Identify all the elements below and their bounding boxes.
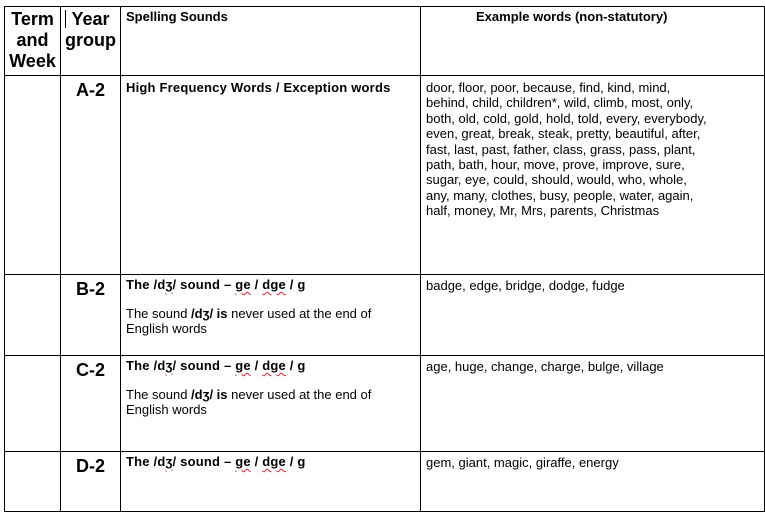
term-header-line: and (16, 30, 49, 50)
year-group-header[interactable] (61, 7, 121, 76)
year-header-line: group (65, 30, 116, 50)
spelling-table (4, 6, 765, 512)
term-header-line: Term (11, 9, 54, 29)
example-words-line: behind, child, children*, wild, climb, most, only, (426, 95, 694, 111)
term-header-line: Week (9, 51, 56, 71)
example-words-line: half, money, Mr, Mrs, parents, Christmas (426, 203, 660, 219)
spelling-sound-title: The /dʒ/ sound – ge / dge / g (126, 277, 306, 292)
spelling-sound-title: High Frequency Words / Exception words (126, 80, 391, 95)
year-group-cell[interactable] (61, 275, 121, 356)
table-row (5, 76, 765, 275)
spelling-sound-title: The /dʒ/ sound – ge / dge / g (126, 454, 306, 469)
table-row (5, 452, 765, 512)
example-words-line: any, many, clothes, busy, people, water, again, (426, 187, 694, 203)
term-week-cell[interactable] (5, 275, 61, 356)
example-words-line: path, bath, hour, move, prove, improve, sure, (426, 157, 685, 173)
example-words-line: gem, giant, magic, giraffe, energy (426, 455, 619, 470)
example-words-header[interactable] (421, 7, 765, 76)
year-group-value: C-2 (75, 360, 105, 380)
example-words-line: sugar, eye, could, should, would, who, whole, (426, 172, 687, 188)
example-words-line: both, old, cold, gold, hold, told, every, everybody, (426, 110, 707, 126)
spelling-sound-cell[interactable] (121, 275, 421, 356)
example-words-line: door, floor, poor, because, find, kind, mind, (426, 80, 671, 95)
example-words-line: age, huge, change, charge, bulge, village (426, 359, 664, 374)
year-group-cell[interactable] (61, 76, 121, 275)
term-week-header[interactable] (5, 7, 61, 76)
spelling-sound-note: The sound /dʒ/ is never used at the end of English words (126, 305, 372, 336)
year-group-value: D-2 (75, 456, 105, 476)
spelling-sound-cell[interactable] (121, 356, 421, 452)
example-words-cell[interactable] (421, 452, 765, 512)
term-week-cell[interactable] (5, 452, 61, 512)
spelling-sound-title: The /dʒ/ sound – ge / dge / g (126, 358, 306, 373)
example-words-cell[interactable] (421, 76, 765, 275)
spelling-sounds-label: Spelling Sounds (126, 9, 228, 24)
year-group-cell[interactable] (61, 452, 121, 512)
year-group-value: A-2 (75, 80, 105, 100)
year-group-cell[interactable] (61, 356, 121, 452)
example-words-line: even, great, break, steak, pretty, beautiful, after, (426, 126, 701, 142)
example-words-line: badge, edge, bridge, dodge, fudge (426, 278, 625, 293)
term-week-cell[interactable] (5, 356, 61, 452)
year-group-value: B-2 (75, 279, 105, 299)
example-words-cell[interactable] (421, 275, 765, 356)
table-row (5, 356, 765, 452)
spelling-sound-cell[interactable] (121, 76, 421, 275)
table-row (5, 275, 765, 356)
spelling-sounds-header[interactable] (121, 7, 421, 76)
example-words-label: Example words (non-statutory) (476, 9, 668, 24)
table-header-row (5, 7, 765, 76)
example-words-cell[interactable] (421, 356, 765, 452)
spelling-sound-note: The sound /dʒ/ is never used at the end of English words (126, 386, 372, 417)
term-week-cell[interactable] (5, 76, 61, 275)
spelling-sound-cell[interactable] (121, 452, 421, 512)
example-words-line: fast, last, past, father, class, grass, pass, plant, (426, 141, 696, 157)
year-header-line: Year (71, 9, 110, 29)
